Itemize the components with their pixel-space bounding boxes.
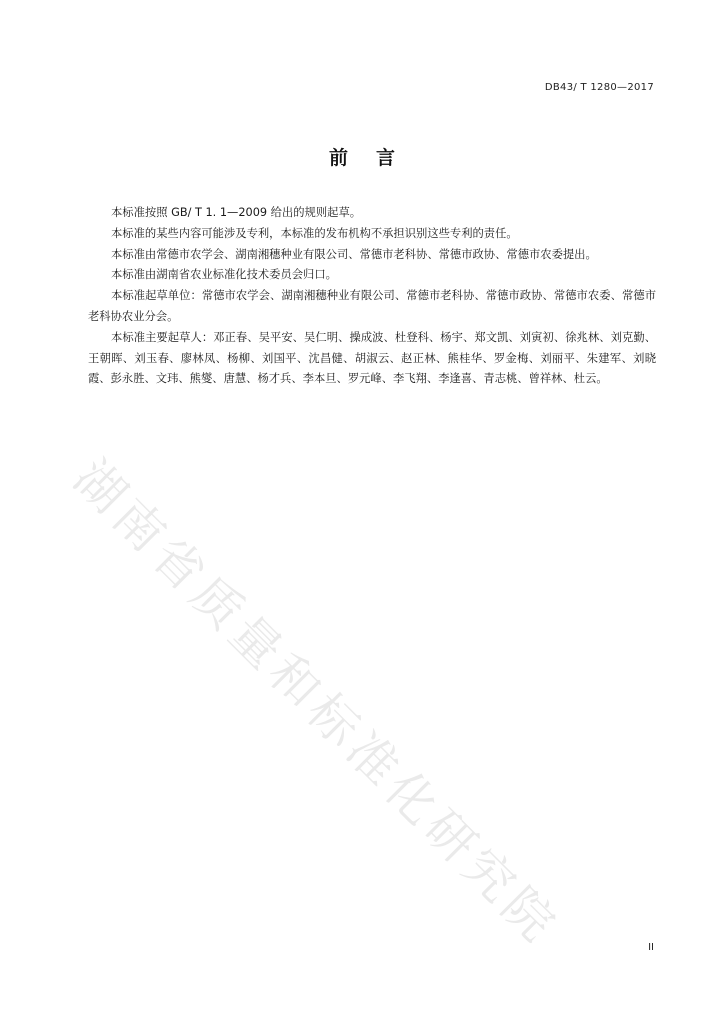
- paragraph-patent-notice: 本标准的某些内容可能涉及专利，本标准的发布机构不承担识别这些专利的责任。: [111, 226, 518, 240]
- page-title: 前言: [328, 147, 423, 169]
- paragraph-centralized-by: 本标准由湖南省农业标准化技术委员会归口。: [111, 268, 337, 282]
- paragraph-proposed-by: 本标准由常德市农学会、湖南湘穗种业有限公司、常德市老科协、常德市政协、常德市农委提出。: [111, 247, 597, 261]
- paragraph-drafting-units: 本标准起草单位：常德市农学会、湖南湘穗种业有限公司、常德市老科协、常德市政协、常德市农委、常德市老科协农业分会。: [88, 289, 656, 323]
- foreword-body: [88, 203, 656, 390]
- page-number: II: [648, 942, 654, 953]
- document-code: DB43/ T 1280—2017: [544, 82, 654, 93]
- paragraph-drafting-rules: 本标准按照 GB/ T 1. 1—2009 给出的规则起草。: [111, 206, 362, 219]
- watermark: 湖南省质量和标准化研究院: [62, 449, 570, 957]
- paragraph-drafters: 本标准主要起草人：邓正春、吴平安、吴仁明、操成波、杜登科、杨宇、郑文凯、刘寅初、徐兆林、刘克勤、王朝晖、刘玉春、廖林凤、杨柳、刘国平、沈昌健、胡淑云、赵正林、熊桂华、罗金梅、刘丽平、朱建军、刘晓霞、彭永胜、文玮、熊燮、唐慧、杨才兵、李本旦、罗元峰、李飞翔、李逢喜、青志桃、曾祥林、杜云。: [88, 330, 656, 386]
